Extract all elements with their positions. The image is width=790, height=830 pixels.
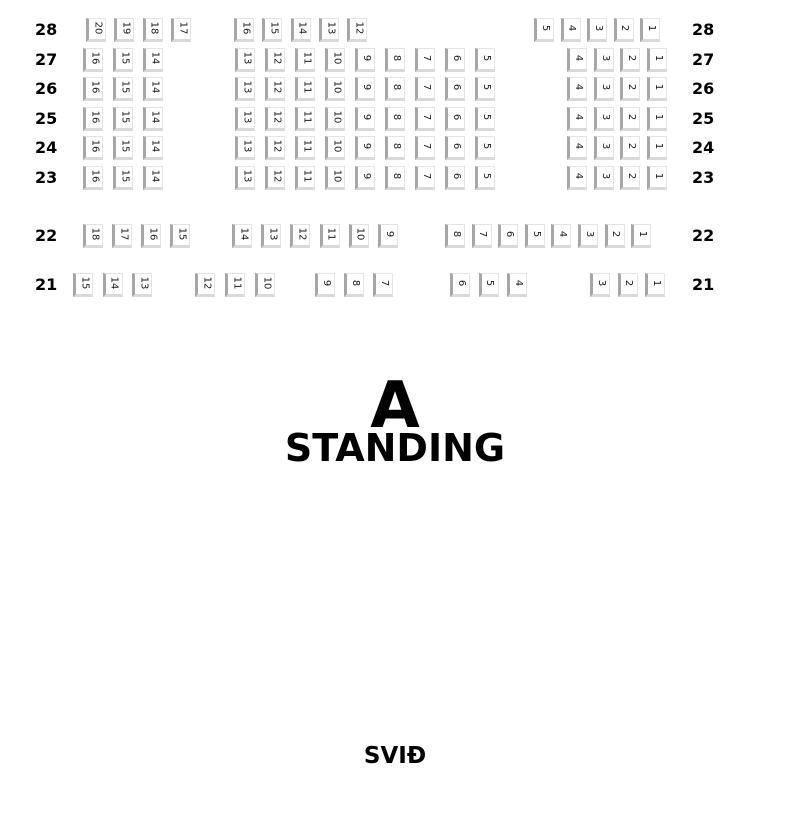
seat-row22-1[interactable] (631, 224, 651, 248)
row-label-right-24: 24 (692, 138, 715, 157)
seat-row22-3[interactable] (578, 224, 598, 248)
standing-section-label[interactable]: STANDING (284, 426, 506, 470)
seat-row23-15[interactable] (113, 166, 133, 190)
seat-row25-16[interactable] (83, 107, 103, 131)
seat-row24-2[interactable] (620, 136, 640, 160)
seat-number: 11 (230, 276, 242, 290)
seat-number: 8 (350, 279, 361, 287)
seat-row27-9[interactable] (355, 48, 375, 72)
seat-number: 3 (599, 83, 611, 91)
seat-row24-15[interactable] (113, 136, 133, 160)
seat-number: 8 (391, 172, 402, 179)
seat-number: 10 (330, 139, 342, 153)
row-label-left-26: 26 (35, 79, 58, 98)
standing-section-a[interactable]: A (370, 369, 420, 443)
seat-number: 9 (361, 113, 372, 120)
seat-number: 4 (573, 83, 584, 91)
seat-number: 13 (267, 227, 279, 241)
row-label-right-23: 23 (692, 167, 715, 187)
seat-number: 7 (477, 230, 489, 238)
seat-row22-5[interactable] (525, 224, 545, 248)
seat-number: 15 (118, 139, 130, 153)
seat-row27-1[interactable] (647, 48, 667, 72)
seat-number: 4 (513, 279, 524, 287)
seat-number: 16 (88, 169, 100, 182)
seat-row27-5[interactable] (475, 48, 495, 72)
seat-number: 5 (481, 172, 492, 179)
seat-number: 6 (456, 279, 467, 287)
seat-row26-14[interactable] (143, 77, 163, 101)
seat-number: 9 (361, 142, 372, 150)
row-label-right-27: 27 (692, 49, 715, 69)
seat-row21-7[interactable] (373, 273, 393, 297)
row-label-left-21: 21 (35, 275, 58, 294)
seat-row22-18[interactable] (83, 224, 103, 248)
seat-number: 1 (653, 142, 665, 150)
row-label-right-26: 26 (692, 79, 715, 98)
seat-number: 2 (626, 83, 638, 91)
seat-number: 2 (626, 113, 638, 120)
seat-row21-6[interactable] (450, 273, 470, 297)
seat-row25-1[interactable] (647, 107, 667, 131)
seat-number: 16 (88, 139, 100, 153)
seat-number: 5 (481, 142, 492, 150)
seat-row26-7[interactable] (415, 77, 435, 101)
seat-row26-5[interactable] (475, 77, 495, 101)
seat-number: 17 (176, 21, 188, 35)
seat-row21-11[interactable] (225, 273, 245, 297)
seat-number: 14 (148, 169, 160, 182)
seat-row27-13[interactable] (235, 48, 255, 72)
row-label-right-25: 25 (692, 108, 715, 128)
seat-number: 4 (573, 142, 584, 150)
seat-row23-4[interactable] (567, 166, 587, 190)
seat-number: 12 (270, 110, 282, 123)
seat-row23-2[interactable] (620, 166, 640, 190)
seat-number: 4 (566, 24, 578, 32)
seat-number: 3 (599, 142, 611, 150)
seat-number: 15 (175, 227, 187, 241)
row-label-left-25: 25 (35, 108, 58, 128)
seat-row22-16[interactable] (141, 224, 161, 248)
seat-row25-4[interactable] (567, 107, 587, 131)
seat-row22-17[interactable] (112, 224, 132, 248)
seat-row26-16[interactable] (83, 77, 103, 101)
seat-row21-4[interactable] (507, 273, 527, 297)
seat-number: 4 (573, 54, 584, 61)
seat-row28-2[interactable] (614, 18, 634, 42)
seat-row21-8[interactable] (344, 273, 364, 297)
seat-number: 7 (421, 142, 432, 150)
seat-row26-8[interactable] (385, 77, 405, 101)
seat-row25-10[interactable] (325, 107, 345, 131)
seat-row24-8[interactable] (385, 136, 405, 160)
seat-row28-12[interactable] (347, 18, 367, 42)
seat-row22-6[interactable] (498, 224, 518, 248)
seat-number: 5 (530, 230, 542, 238)
seat-row21-14[interactable] (103, 273, 123, 297)
seat-number: 13 (240, 169, 252, 182)
seat-row26-6[interactable] (445, 77, 465, 101)
seat-number: 3 (596, 279, 607, 287)
seat-row22-2[interactable] (605, 224, 625, 248)
seat-number: 1 (653, 83, 665, 91)
seat-number: 6 (451, 113, 462, 120)
seat-row27-11[interactable] (295, 48, 315, 72)
seat-row24-4[interactable] (567, 136, 587, 160)
seat-row24-1[interactable] (647, 136, 667, 160)
seat-number: 14 (296, 21, 308, 35)
seat-row28-13[interactable] (319, 18, 339, 42)
seat-number: 11 (300, 51, 312, 64)
row-label-left-22: 22 (35, 226, 58, 245)
seat-number: 16 (88, 110, 100, 123)
seat-row27-7[interactable] (415, 48, 435, 72)
seat-number: 7 (379, 279, 390, 287)
seat-number: 15 (78, 276, 90, 290)
seat-row21-12[interactable] (195, 273, 215, 297)
row-label-left-24: 24 (35, 138, 58, 157)
seat-number: 1 (653, 54, 665, 61)
seat-row21-5[interactable] (479, 273, 499, 297)
seat-row23-8[interactable] (385, 166, 405, 190)
seat-number: 8 (391, 54, 402, 61)
seat-number: 15 (118, 51, 130, 64)
seat-row27-6[interactable] (445, 48, 465, 72)
seat-number: 7 (421, 172, 432, 179)
seat-number: 3 (593, 24, 604, 32)
seat-number: 12 (270, 51, 282, 64)
seat-row27-8[interactable] (385, 48, 405, 72)
seat-number: 11 (300, 139, 312, 153)
seat-number: 9 (361, 172, 372, 179)
seat-number: 2 (626, 172, 638, 179)
seat-row26-4[interactable] (567, 77, 587, 101)
seat-number: 6 (504, 230, 516, 238)
seat-number: 14 (237, 227, 249, 241)
seat-row22-10[interactable] (349, 224, 369, 248)
seat-number: 9 (321, 279, 332, 287)
seat-row22-7[interactable] (472, 224, 492, 248)
seat-row25-15[interactable] (113, 107, 133, 131)
seat-row23-3[interactable] (594, 166, 614, 190)
seat-number: 11 (300, 169, 312, 182)
seat-row22-4[interactable] (551, 224, 571, 248)
seat-row27-10[interactable] (325, 48, 345, 72)
seat-number: 16 (88, 80, 100, 94)
seat-row24-10[interactable] (325, 136, 345, 160)
seat-number: 17 (117, 227, 129, 241)
seat-number: 5 (481, 83, 492, 91)
seat-number: 7 (421, 54, 432, 61)
seat-number: 9 (361, 54, 372, 61)
seat-number: 8 (391, 113, 402, 120)
seat-row24-14[interactable] (143, 136, 163, 160)
seat-number: 8 (451, 230, 462, 238)
seat-row27-3[interactable] (594, 48, 614, 72)
seat-number: 6 (451, 54, 462, 61)
seat-row27-4[interactable] (567, 48, 587, 72)
seat-row23-7[interactable] (415, 166, 435, 190)
seat-row24-11[interactable] (295, 136, 315, 160)
seat-number: 13 (240, 139, 252, 153)
seat-number: 10 (354, 227, 366, 241)
seat-row28-17[interactable] (171, 18, 191, 42)
seat-number: 13 (240, 80, 252, 94)
seat-number: 2 (619, 24, 631, 32)
seat-number: 6 (451, 142, 462, 150)
seat-row24-9[interactable] (355, 136, 375, 160)
seat-number: 15 (268, 21, 280, 35)
seat-number: 7 (421, 83, 432, 91)
seat-number: 11 (300, 110, 312, 123)
seat-number: 1 (646, 24, 657, 32)
seat-row22-12[interactable] (290, 224, 310, 248)
seat-number: 14 (108, 276, 120, 290)
seat-number: 3 (599, 54, 611, 61)
seat-row26-10[interactable] (325, 77, 345, 101)
seat-number: 1 (651, 279, 662, 287)
seat-row26-1[interactable] (647, 77, 667, 101)
seat-number: 8 (391, 83, 402, 91)
seat-number: 8 (391, 142, 402, 150)
seat-row23-14[interactable] (143, 166, 163, 190)
row-label-right-28: 28 (692, 20, 715, 39)
seat-row21-1[interactable] (645, 273, 665, 297)
seat-row25-12[interactable] (265, 107, 285, 131)
seat-number: 2 (610, 230, 622, 238)
seat-number: 10 (260, 276, 272, 290)
seat-row25-11[interactable] (295, 107, 315, 131)
seat-row27-14[interactable] (143, 48, 163, 72)
row-label-left-23: 23 (35, 167, 58, 187)
seat-number: 6 (451, 83, 462, 91)
seat-row25-5[interactable] (475, 107, 495, 131)
seat-row28-3[interactable] (587, 18, 607, 42)
seat-row28-14[interactable] (291, 18, 311, 42)
seat-number: 14 (148, 51, 160, 64)
seat-row26-3[interactable] (594, 77, 614, 101)
seat-row21-10[interactable] (255, 273, 275, 297)
seat-number: 2 (626, 142, 638, 150)
seat-number: 19 (120, 21, 132, 35)
seat-row27-16[interactable] (83, 48, 103, 72)
seat-number: 13 (240, 51, 252, 64)
seat-number: 3 (584, 230, 595, 238)
seat-row24-7[interactable] (415, 136, 435, 160)
seat-row24-13[interactable] (235, 136, 255, 160)
seat-row28-15[interactable] (262, 18, 282, 42)
seat-number: 10 (330, 51, 342, 64)
seat-number: 4 (573, 172, 584, 179)
seat-number: 16 (239, 21, 251, 35)
stage-label: SVIÐ (363, 743, 427, 769)
seat-number: 13 (240, 110, 252, 123)
seat-row23-9[interactable] (355, 166, 375, 190)
seat-number: 11 (325, 227, 337, 241)
seat-row26-15[interactable] (113, 77, 133, 101)
seat-number: 12 (353, 21, 365, 35)
seat-number: 12 (296, 227, 308, 241)
seat-row23-5[interactable] (475, 166, 495, 190)
seat-number: 10 (330, 169, 342, 182)
seat-number: 3 (599, 113, 611, 120)
seat-row23-12[interactable] (265, 166, 285, 190)
seat-number: 5 (484, 279, 496, 287)
row-label-left-27: 27 (35, 49, 58, 69)
seat-row27-2[interactable] (620, 48, 640, 72)
seat-row28-16[interactable] (234, 18, 254, 42)
seat-row21-15[interactable] (73, 273, 93, 297)
seat-number: 18 (88, 227, 100, 241)
seat-row22-11[interactable] (320, 224, 340, 248)
seat-number: 4 (573, 113, 584, 120)
seat-number: 14 (148, 80, 160, 94)
seat-number: 12 (270, 80, 282, 94)
row-label-right-22: 22 (692, 226, 715, 245)
seat-row26-13[interactable] (235, 77, 255, 101)
seat-row24-16[interactable] (83, 136, 103, 160)
seat-number: 3 (599, 172, 611, 179)
seat-number: 9 (384, 230, 395, 238)
seat-row26-11[interactable] (295, 77, 315, 101)
seat-number: 5 (540, 24, 551, 32)
seat-row24-3[interactable] (594, 136, 614, 160)
seat-row22-14[interactable] (232, 224, 252, 248)
seat-row23-1[interactable] (647, 166, 667, 190)
seat-number: 7 (421, 113, 432, 120)
seat-row28-19[interactable] (114, 18, 134, 42)
seat-row22-15[interactable] (170, 224, 190, 248)
seat-number: 2 (623, 279, 635, 287)
seat-row27-12[interactable] (265, 48, 285, 72)
seat-row25-7[interactable] (415, 107, 435, 131)
seat-number: 1 (653, 113, 665, 120)
seat-number: 10 (330, 80, 342, 94)
seat-row23-16[interactable] (83, 166, 103, 190)
seat-row21-3[interactable] (590, 273, 610, 297)
seat-row26-2[interactable] (620, 77, 640, 101)
seat-number: 15 (118, 80, 130, 94)
seat-number: 13 (137, 276, 149, 290)
seat-row25-8[interactable] (385, 107, 405, 131)
seat-row24-5[interactable] (475, 136, 495, 160)
seat-number: 1 (637, 230, 649, 238)
seat-row25-13[interactable] (235, 107, 255, 131)
seat-number: 14 (148, 110, 160, 123)
seat-number: 13 (324, 21, 336, 35)
seat-row27-15[interactable] (113, 48, 133, 72)
seat-row21-9[interactable] (315, 273, 335, 297)
seat-row24-12[interactable] (265, 136, 285, 160)
seat-number: 11 (300, 80, 312, 94)
seat-number: 1 (653, 172, 665, 179)
seat-row26-9[interactable] (355, 77, 375, 101)
seat-row23-13[interactable] (235, 166, 255, 190)
seat-number: 5 (481, 54, 492, 61)
seat-number: 16 (146, 227, 158, 241)
row-label-left-28: 28 (35, 20, 58, 39)
seat-row28-5[interactable] (534, 18, 554, 42)
seat-number: 18 (148, 21, 160, 35)
seat-number: 20 (91, 21, 103, 35)
seat-number: 15 (118, 169, 130, 182)
seat-number: 12 (270, 169, 282, 182)
seat-row25-3[interactable] (594, 107, 614, 131)
seat-row23-10[interactable] (325, 166, 345, 190)
seat-number: 9 (361, 83, 372, 91)
seat-row28-4[interactable] (561, 18, 581, 42)
seat-number: 10 (330, 110, 342, 123)
seat-row21-13[interactable] (132, 273, 152, 297)
seat-row22-8[interactable] (445, 224, 465, 248)
seat-row28-20[interactable] (86, 18, 106, 42)
seat-number: 6 (451, 172, 462, 179)
seat-row23-6[interactable] (445, 166, 465, 190)
seat-number: 14 (148, 139, 160, 153)
seat-row25-2[interactable] (620, 107, 640, 131)
seat-number: 2 (626, 54, 638, 61)
seat-number: 15 (118, 110, 130, 123)
seat-number: 12 (270, 139, 282, 153)
seat-row28-1[interactable] (640, 18, 660, 42)
seat-row23-11[interactable] (295, 166, 315, 190)
seat-number: 4 (557, 230, 569, 238)
seat-row25-6[interactable] (445, 107, 465, 131)
seat-row22-9[interactable] (378, 224, 398, 248)
seat-row24-6[interactable] (445, 136, 465, 160)
row-label-right-21: 21 (692, 275, 715, 294)
seat-row25-9[interactable] (355, 107, 375, 131)
seat-row26-12[interactable] (265, 77, 285, 101)
seat-number: 12 (200, 276, 212, 290)
seat-number: 16 (88, 51, 100, 64)
seat-row25-14[interactable] (143, 107, 163, 131)
seat-row22-13[interactable] (261, 224, 281, 248)
seat-row28-18[interactable] (143, 18, 163, 42)
seat-row21-2[interactable] (618, 273, 638, 297)
seat-number: 5 (481, 113, 492, 120)
